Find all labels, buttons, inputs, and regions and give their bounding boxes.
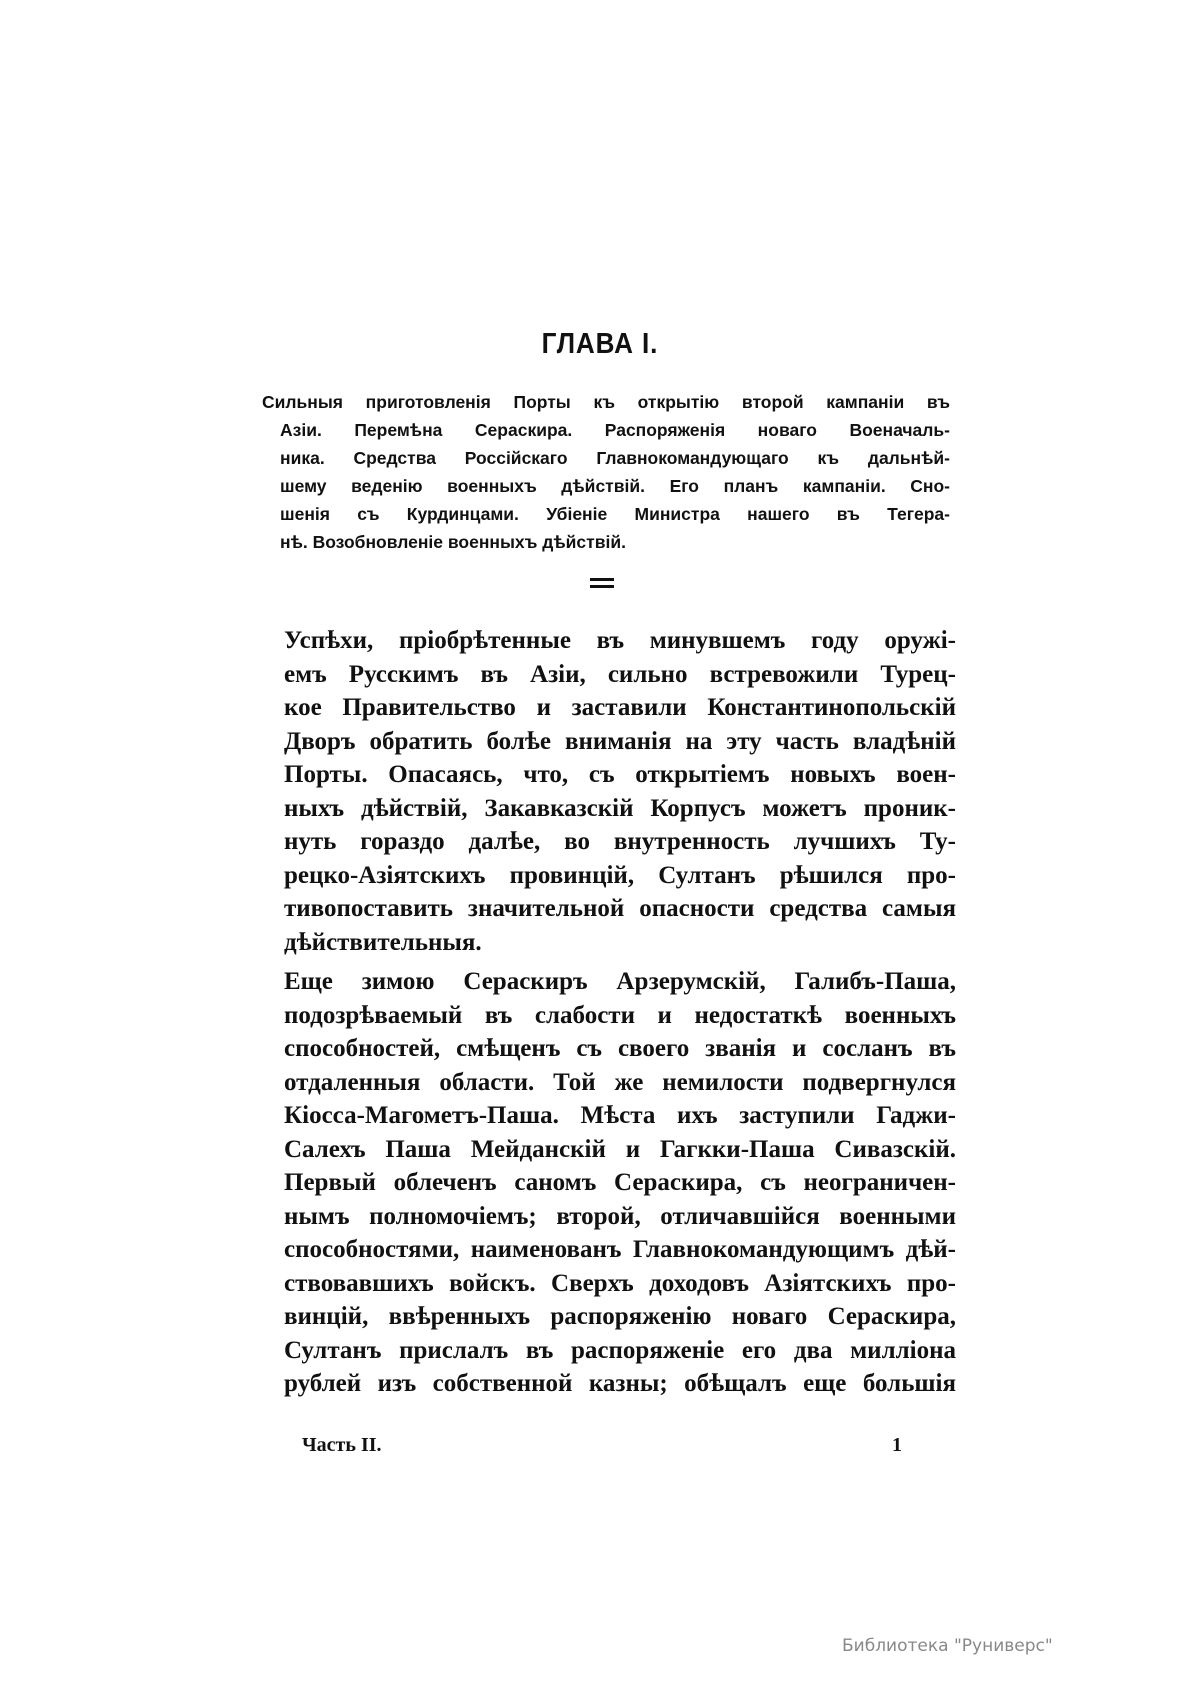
summary-line: ника. Средства Россійскаго Главнокомандующаго къ дальнѣй- [280, 448, 950, 468]
text-line: рецко-Азіятскихъ провинцій, Султанъ рѣшился про- [284, 861, 956, 889]
text-line: нуть гораздо далѣе, во внутренность лучшихъ Ту- [284, 828, 956, 855]
chapter-title: ГЛАВА I. [541, 328, 659, 360]
text-line: способностями, наименованъ Главнокомандующимъ дѣй- [284, 1236, 956, 1263]
text-line: дѣйствительныя. [284, 928, 482, 956]
separator-double-rule [590, 578, 614, 592]
text-line: Кіосса-Магометъ-Паша. Мѣста ихъ заступили Гаджи- [284, 1102, 956, 1129]
text-line: подозрѣваемый въ слабости и недостаткѣ военныхъ [284, 1001, 956, 1029]
text-line: рублей изъ собственной казны; обѣщалъ еще большія [284, 1370, 956, 1397]
text-line: ныхъ дѣйствій, Закавказскій Корпусъ можетъ проник- [284, 794, 956, 822]
body-text [284, 624, 956, 1401]
text-line: нымъ полномочіемъ; второй, отличавшійся военными [284, 1202, 956, 1230]
summary-line: Азіи. Перемѣна Сераскира. Распоряженія новаго Военачаль- [280, 420, 950, 440]
page-footer [302, 1432, 902, 1458]
summary-line: шему веденію военныхъ дѣйствій. Его планъ кампаніи. Сно- [280, 476, 950, 496]
text-line: кое Правительство и заставили Константинопольскій [284, 694, 956, 721]
page-number: 1 [892, 1434, 902, 1456]
text-line: Успѣхи, пріобрѣтенные въ минувшемъ году оружі- [284, 627, 956, 654]
text-line: способностей, смѣщенъ съ своего званія и сосланъ въ [284, 1035, 956, 1062]
paragraph [284, 624, 956, 959]
text-line: винцій, ввѣренныхъ распоряженію новаго Сераскира, [284, 1303, 956, 1330]
chapter-summary [262, 388, 950, 556]
text-line: тивопоставить значительной опасности средства самыя [284, 895, 956, 922]
text-line: отдаленныя области. Той же немилости подвергнулся [284, 1068, 956, 1096]
text-line: Султанъ прислалъ въ распоряженіе его два милліона [284, 1336, 956, 1364]
signature-mark: Часть II. [302, 1434, 382, 1456]
library-watermark: Библиотека "Руниверс" [842, 1636, 1053, 1656]
text-line: Первый облеченъ саномъ Сераскира, съ неограничен- [284, 1169, 956, 1196]
text-line: Еще зимою Сераскиръ Арзерумскій, Галибъ-Паша, [284, 968, 956, 995]
summary-line: Сильныя приготовленія Порты къ открытію второй кампаніи въ [262, 392, 950, 412]
text-line: Салехъ Паша Мейданскій и Гагкки-Паша Сивазскій. [284, 1135, 956, 1163]
text-line: ствовавшихъ войскъ. Сверхъ доходовъ Азіятскихъ про- [284, 1269, 956, 1297]
text-line: Порты. Опасаясь, что, съ открытіемъ новыхъ воен- [284, 761, 956, 788]
summary-line: нѣ. Возобновленіе военныхъ дѣйствій. [280, 532, 626, 552]
paragraph [284, 965, 956, 1401]
text-line: Дворъ обратить болѣе вниманія на эту часть владѣній [284, 727, 956, 755]
summary-line: шенія съ Курдинцами. Убіеніе Министра нашего въ Тегера- [280, 504, 950, 524]
text-line: емъ Русскимъ въ Азіи, сильно встревожили Турец- [284, 660, 956, 688]
